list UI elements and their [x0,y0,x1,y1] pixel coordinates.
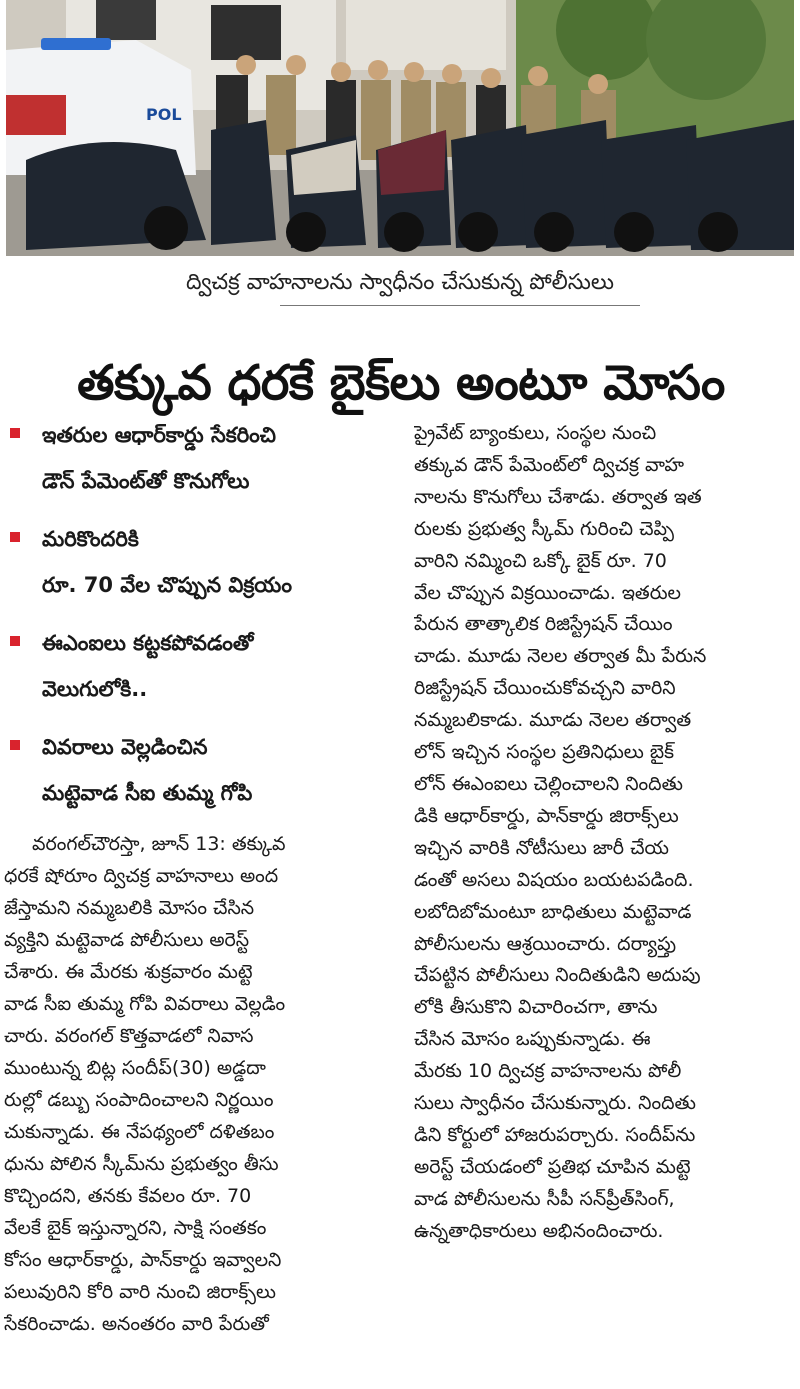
article-line: రుల్లో డబ్బు సంపాదించాలని నిర్ణయిం [4,1089,274,1111]
highlight-line: వెలుగులోకి.. [42,677,148,701]
article-line: అరెస్ట్ చేయడంలో ప్రతిభ చూపిన మట్టె [414,1155,691,1178]
highlight-line: రూ. 70 వేల చొప్పున విక్రయం [42,573,292,597]
highlight-line: మట్టెవాడ సీఐ తుమ్మ గోపి [42,781,253,805]
article-line: చుకున్నాడు. ఈ నేపథ్యంలో దళితబం [4,1121,275,1143]
article-line: పేరున తాత్కాలిక రిజిస్ట్రేషన్ చేయిం [414,613,673,636]
highlight-line: డౌన్ పేమెంట్‌తో కొనుగోలు [42,469,250,493]
article-line: ఉన్నతాధికారులు అభినందించారు. [414,1219,664,1242]
square-bullet-icon [10,740,20,750]
highlight-line: వివరాలు వెల్లడించిన [42,735,208,759]
article-line: కోసం ఆధార్‌కార్డు, పాన్‌కార్డు ఇవ్వాలని [4,1249,282,1271]
highlight-line: ఈఎంఐలు కట్టకపోవడంతో [42,631,254,655]
article-line: చేశారు. ఈ మేరకు శుక్రవారం మట్టె [4,961,253,983]
square-bullet-icon [10,532,20,542]
article-line: నాలను కొనుగోలు చేశాడు. తర్వాత ఇత [414,485,702,508]
highlight-line: ఇతరుల ఆధార్‌కార్డు సేకరించి [42,423,276,447]
article-line: మేరకు 10 ద్విచక్ర వాహనాలను పోలీ [414,1060,682,1083]
article-line: జేస్తామని నమ్మబలికి మోసం చేసిన [4,897,255,919]
article-line: వేలకే బైక్ ఇస్తున్నారని, సాక్షి సంతకం [4,1217,267,1239]
caption-divider [280,305,640,306]
article-line: ఇచ్చిన వారికి నోటీసులు జారీ చేయ [414,836,669,859]
article-body-right [414,418,796,1248]
right-column [414,418,796,1248]
article-body-left [4,828,400,1340]
article-line: లోకి తీసుకొని విచారించగా, తాను [414,996,658,1019]
article-line: ధును పోలిన స్కీమ్‌ను ప్రభుత్వం తీసు [4,1153,279,1175]
car-text: POL [146,105,182,124]
article-line: కొచ్చిందని, తనకు కేవలం రూ. 70 [4,1185,252,1207]
square-bullet-icon [10,428,20,438]
square-bullet-icon [10,636,20,646]
article-line: డిని కోర్టులో హాజరుపర్చారు. సందీప్‌ను [414,1123,696,1146]
article-line: తక్కువ డౌన్ పేమెంట్‌లో ద్విచక్ర వాహ [414,453,684,476]
article-line: వాడ సీఐ తుమ్మ గోపి వివరాలు వెల్లడిం [4,993,286,1015]
article-line: చేపట్టిన పోలీసులు నిందితుడిని అదుపు [414,964,701,987]
article-line: వేల చొప్పున విక్రయించాడు. ఇతరుల [414,581,682,604]
article-line: పలువురిని కోరి వారి నుంచి జిరాక్స్‌లు [4,1281,276,1303]
highlight-line: మరికొందరికి [42,527,139,551]
highlight-item [4,412,400,504]
article-line: ముంటున్న బిట్ల సందీప్(30) అడ్డదా [4,1057,266,1079]
article-line: చేసిన మోసం ఒప్పుకున్నాడు. ఈ [414,1028,651,1051]
article-line: ప్రైవేట్ బ్యాంకులు, సంస్థల నుంచి [414,422,657,444]
article-line: పోలీసులను ఆశ్రయించారు. దర్యాప్తు [414,932,677,955]
highlight-item [4,724,400,816]
article-line: రిజిస్ట్రేషన్ చేయించుకోవచ్చని వారిని [414,677,676,700]
news-photo [6,0,794,256]
article-line: డికి ఆధార్‌కార్డు, పాన్‌కార్డు జిరాక్స్‌లు [414,804,679,827]
article-line: సులు స్వాధీనం చేసుకున్నారు. నిందితు [414,1092,696,1115]
article-line: రులకు ప్రభుత్వ స్కీమ్ గురించి చెప్పి [414,517,674,540]
article-line: వాడ పోలీసులను సీపీ సన్‌ప్రీత్‌సింగ్, [414,1187,675,1210]
article-line: లబోదిబోమంటూ బాధితులు మట్టెవాడ [414,900,692,923]
article-line: వ్యక్తిని మట్టెవాడ పోలీసులు అరెస్ట్ [4,929,250,951]
article-line: నమ్మబలికాడు. మూడు నెలల తర్వాత [414,709,692,732]
article-line: వారిని నమ్మించి ఒక్కో బైక్ రూ. 70 [414,549,667,572]
article-line: డంతో అసలు విషయం బయటపడింది. [414,868,694,891]
left-column [4,412,400,1340]
highlight-item [4,620,400,712]
article-line: వరంగల్‌చౌరస్తా, జూన్ 13: తక్కువ [32,833,286,855]
news-photo-police-with-seized-bikes-icon [6,0,794,256]
photo-caption: ద్విచక్ర వాహనాలను స్వాధీనం చేసుకున్న పోలీసులు [185,270,615,295]
highlights-list [4,412,400,816]
highlight-item [4,516,400,608]
article-line: చారు. వరంగల్ కొత్తవాడలో నివాస [4,1025,254,1047]
article-line: ధరకే షోరూం ద్విచక్ర వాహనాలు అంద [4,865,279,887]
headline: తక్కువ ధరకే బైక్‌లు అంటూ మోసం [77,355,725,412]
article-line: చాడు. మూడు నెలల తర్వాత మీ పేరున [414,645,707,668]
article-line: లోన్ ఇచ్చిన సంస్థల ప్రతినిధులు బైక్ [414,741,675,764]
article-line: సేకరించాడు. అనంతరం వారి పేరుతో [4,1313,269,1335]
article-line: లోన్ ఈఎంఐలు చెల్లించాలని నిందితు [414,772,683,795]
